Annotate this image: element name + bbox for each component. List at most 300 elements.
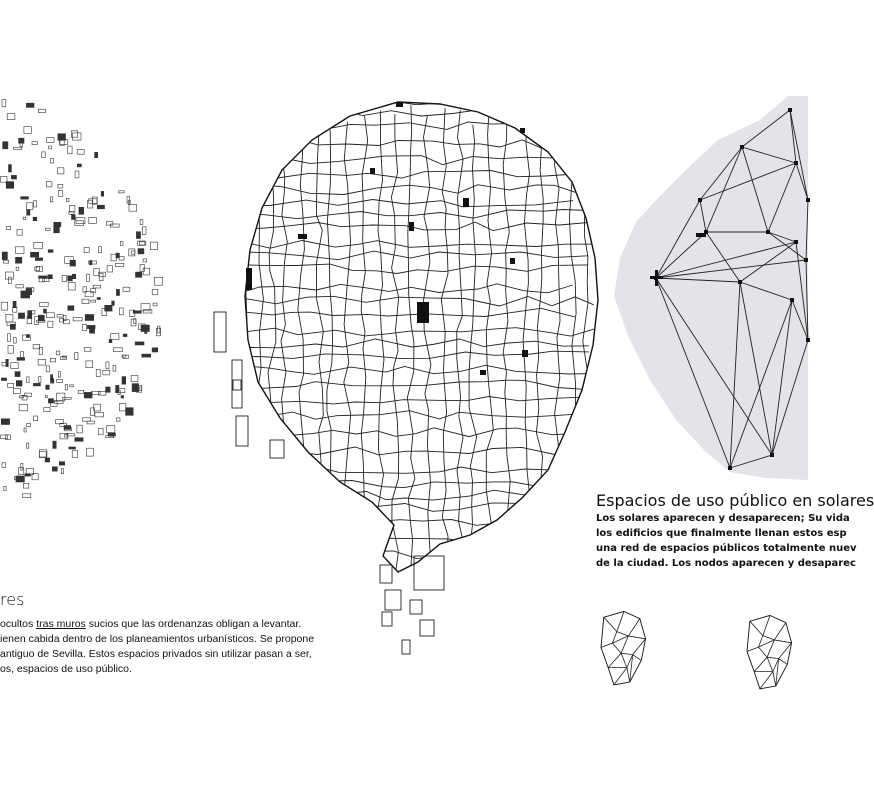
building-footprint xyxy=(16,381,22,387)
building-footprint xyxy=(111,254,116,261)
building-footprint xyxy=(113,348,122,352)
building-footprint xyxy=(85,315,94,321)
solar-block xyxy=(520,128,525,133)
network-node xyxy=(788,108,792,112)
building-footprint xyxy=(63,397,71,399)
building-footprint xyxy=(150,242,157,250)
small-network-edge xyxy=(779,659,788,665)
building-footprint xyxy=(123,287,130,291)
network-node xyxy=(738,280,742,284)
building-footprint xyxy=(101,191,104,196)
street-line xyxy=(407,105,415,600)
small-network-edge xyxy=(767,657,773,671)
building-footprint xyxy=(135,342,144,345)
building-footprint xyxy=(70,260,76,266)
building-footprint xyxy=(115,263,124,266)
small-network-edge xyxy=(604,617,617,631)
building-footprint xyxy=(1,378,6,381)
building-footprint xyxy=(50,159,53,163)
building-footprint xyxy=(45,228,50,230)
building-footprint xyxy=(26,203,33,210)
building-footprint xyxy=(46,366,49,372)
building-footprint xyxy=(16,257,22,263)
building-footprint xyxy=(136,232,140,239)
right-text-line: de la ciudad. Los nodos aparecen y desaparec xyxy=(596,558,856,569)
network-node xyxy=(766,230,770,234)
street-line xyxy=(240,308,575,317)
building-footprint xyxy=(21,352,24,358)
building-footprint xyxy=(53,441,56,448)
street-line xyxy=(391,114,398,591)
street-line xyxy=(240,567,585,574)
right-text-line: los edificios que finalmente llenan estos esp xyxy=(596,528,847,539)
small-network-edge xyxy=(640,619,646,639)
block-outline xyxy=(236,416,248,446)
building-footprint xyxy=(106,387,111,392)
network-node xyxy=(740,145,744,149)
solar-block xyxy=(246,268,252,290)
building-footprint xyxy=(99,272,106,276)
building-footprint xyxy=(3,142,8,149)
building-footprint xyxy=(1,302,8,310)
building-footprint xyxy=(119,256,124,260)
building-footprint xyxy=(152,289,158,295)
building-footprint xyxy=(58,168,64,174)
building-footprint xyxy=(89,217,97,223)
building-footprint xyxy=(17,358,25,361)
street-line xyxy=(569,111,576,578)
building-footprint xyxy=(132,384,139,392)
street-line xyxy=(240,411,597,420)
center-map-annex xyxy=(214,312,444,654)
street-line xyxy=(240,210,599,219)
small-network-edge xyxy=(617,632,629,636)
small-network-edge xyxy=(627,668,630,682)
building-footprint xyxy=(34,416,38,421)
small-network-edge xyxy=(773,672,776,686)
street-line xyxy=(240,284,573,293)
building-footprint xyxy=(11,363,18,369)
building-footprint xyxy=(72,451,78,458)
building-footprint xyxy=(45,458,50,462)
building-footprint xyxy=(112,301,115,305)
street-line xyxy=(281,123,287,605)
left-panel-title: res xyxy=(0,590,25,609)
small-network-edge xyxy=(612,643,621,653)
building-footprint xyxy=(21,463,23,470)
street-line xyxy=(361,116,368,587)
building-footprint xyxy=(6,226,11,229)
left-text-line: ienen cabida dentro de los planeamientos urbanísticos. Se propone xyxy=(0,633,315,645)
street-line xyxy=(240,351,589,358)
center-city-map xyxy=(214,96,600,654)
building-footprint xyxy=(24,428,26,432)
public-space-network xyxy=(614,96,810,480)
building-footprint xyxy=(8,346,14,354)
building-footprint xyxy=(26,335,29,338)
right-panel-title: Espacios de uso público en solares xyxy=(596,491,874,510)
right-text-line: una red de espacios públicos totalmente nuev xyxy=(596,543,857,554)
building-footprint xyxy=(91,300,96,302)
building-footprint xyxy=(40,302,49,306)
building-footprint xyxy=(62,275,66,281)
building-footprint xyxy=(6,314,13,322)
block-outline xyxy=(380,565,392,583)
network-node xyxy=(770,453,774,457)
street-line xyxy=(240,264,588,273)
small-network-edge xyxy=(617,611,624,631)
solar-block xyxy=(298,234,307,239)
building-footprint xyxy=(83,324,87,330)
small-network-edge xyxy=(621,653,633,654)
building-footprint xyxy=(122,377,126,385)
small-network-edge xyxy=(767,657,779,658)
street-line xyxy=(240,140,575,148)
building-footprint xyxy=(46,385,50,389)
building-footprint xyxy=(48,250,53,253)
left-panel-text xyxy=(0,617,314,677)
building-footprint xyxy=(39,450,47,457)
building-footprint xyxy=(16,267,19,270)
small-network-diagrams xyxy=(601,611,792,689)
street-line xyxy=(240,537,596,545)
solar-block xyxy=(510,258,515,264)
building-footprint xyxy=(88,200,93,208)
small-network-edge xyxy=(621,653,627,667)
building-footprint xyxy=(27,424,31,427)
cathedral-block xyxy=(417,302,429,323)
block-outline xyxy=(270,440,284,458)
building-footprint xyxy=(99,274,103,281)
building-footprint xyxy=(4,260,9,263)
building-footprint xyxy=(131,375,138,381)
building-footprint xyxy=(27,443,29,448)
building-footprint xyxy=(56,351,60,355)
small-network-edge xyxy=(763,636,775,640)
building-footprint xyxy=(116,418,120,421)
network-node xyxy=(728,466,732,470)
building-footprint xyxy=(139,387,141,391)
left-map-fragment xyxy=(1,100,163,498)
block-outline xyxy=(410,600,422,614)
building-footprint xyxy=(23,494,31,498)
small-network-edge xyxy=(628,636,645,639)
building-footprint xyxy=(68,283,75,291)
building-footprint xyxy=(77,164,81,167)
building-footprint xyxy=(2,463,6,468)
street-line xyxy=(240,222,588,231)
street-line xyxy=(583,109,590,582)
small-network-edge xyxy=(601,647,608,667)
small-network-edge xyxy=(614,668,627,685)
street-line xyxy=(240,447,591,455)
building-footprint xyxy=(119,308,123,315)
small-network-edge xyxy=(754,672,760,689)
building-footprint xyxy=(77,150,84,155)
building-footprint xyxy=(120,242,123,246)
building-footprint xyxy=(116,385,119,392)
street-line xyxy=(240,110,584,118)
building-footprint xyxy=(44,309,47,313)
building-footprint xyxy=(15,372,20,377)
block-outline xyxy=(402,640,410,654)
building-footprint xyxy=(35,258,42,261)
building-footprint xyxy=(57,315,63,317)
building-footprint xyxy=(108,433,115,436)
building-footprint xyxy=(123,355,128,358)
building-footprint xyxy=(38,359,46,365)
building-footprint xyxy=(152,348,158,352)
small-network-edge xyxy=(601,643,613,647)
building-footprint xyxy=(68,306,74,311)
building-footprint xyxy=(2,252,7,260)
small-network-edge xyxy=(763,615,770,635)
building-footprint xyxy=(143,310,152,313)
building-footprint xyxy=(121,396,124,398)
street-line xyxy=(240,339,589,348)
street-line xyxy=(327,130,333,585)
building-footprint xyxy=(19,396,23,398)
building-footprint xyxy=(42,152,46,157)
building-footprint xyxy=(6,359,8,366)
building-footprint xyxy=(136,272,142,277)
building-footprint xyxy=(66,198,69,201)
building-footprint xyxy=(75,438,83,442)
block-outline xyxy=(233,380,241,390)
building-footprint xyxy=(94,269,100,276)
building-footprint xyxy=(46,138,54,143)
building-footprint xyxy=(49,146,52,149)
street-line xyxy=(240,200,573,207)
building-footprint xyxy=(116,289,119,295)
building-footprint xyxy=(93,285,101,288)
building-footprint xyxy=(96,369,100,376)
right-text-line: Los solares aparecen y desaparecen; Su vida xyxy=(596,513,850,524)
building-footprint xyxy=(154,277,162,285)
small-network-edge xyxy=(608,668,614,685)
building-footprint xyxy=(79,207,84,214)
street-line xyxy=(240,549,594,559)
building-footprint xyxy=(54,226,60,233)
building-footprint xyxy=(131,251,135,254)
building-footprint xyxy=(16,285,23,288)
street-line xyxy=(240,251,588,260)
cross-node xyxy=(650,276,663,279)
street-line xyxy=(469,125,477,590)
building-footprint xyxy=(44,408,50,412)
building-footprint xyxy=(103,370,110,375)
building-footprint xyxy=(73,133,82,140)
building-footprint xyxy=(48,399,53,403)
building-footprint xyxy=(119,404,126,411)
building-footprint xyxy=(82,299,89,304)
street-line xyxy=(457,110,463,599)
building-footprint xyxy=(69,447,76,449)
building-footprint xyxy=(65,385,67,390)
building-footprint xyxy=(16,247,25,254)
building-footprint xyxy=(95,152,98,157)
building-footprint xyxy=(25,393,32,396)
block-outline xyxy=(382,612,392,626)
small-network-edge xyxy=(754,657,767,671)
building-footprint xyxy=(133,311,141,314)
block-outline xyxy=(385,590,401,610)
building-footprint xyxy=(143,259,147,262)
building-footprint xyxy=(33,383,40,386)
street-line xyxy=(344,122,352,589)
building-footprint xyxy=(97,298,100,300)
building-footprint xyxy=(39,276,47,278)
block-outline xyxy=(214,312,226,352)
building-footprint xyxy=(32,142,37,145)
street-line xyxy=(316,116,323,587)
small-network-edge xyxy=(747,647,759,651)
building-footprint xyxy=(111,334,119,340)
building-footprint xyxy=(9,165,12,172)
network-node xyxy=(804,258,808,262)
network-node xyxy=(790,298,794,302)
street-line xyxy=(240,464,592,473)
building-footprint xyxy=(87,274,90,282)
building-footprint xyxy=(33,345,40,349)
building-footprint xyxy=(1,435,8,439)
small-network-edge xyxy=(628,619,640,636)
building-footprint xyxy=(51,375,53,381)
building-footprint xyxy=(75,353,78,360)
left-text-line: antiguo de Sevilla. Estos espacios privados sin utilizar pasan a ser, xyxy=(0,648,312,660)
small-network-edge xyxy=(747,651,754,671)
building-footprint xyxy=(8,277,11,283)
small-network-edge xyxy=(608,653,621,667)
building-footprint xyxy=(158,326,160,333)
street-line xyxy=(240,490,589,500)
network-node xyxy=(806,198,810,202)
building-footprint xyxy=(50,197,52,202)
building-footprint xyxy=(27,377,30,383)
small-network-edge xyxy=(633,655,642,661)
street-line xyxy=(377,111,384,599)
building-footprint xyxy=(61,469,63,474)
building-footprint xyxy=(138,249,144,254)
building-footprint xyxy=(77,425,82,433)
building-footprint xyxy=(126,408,134,416)
solar-block xyxy=(522,350,528,357)
building-footprint xyxy=(28,311,32,319)
small-network-edge xyxy=(604,611,624,617)
building-footprint xyxy=(39,377,41,383)
right-panel-text xyxy=(596,511,857,571)
building-footprint xyxy=(95,413,104,417)
building-footprint xyxy=(142,227,146,235)
street-line xyxy=(240,171,576,179)
building-footprint xyxy=(33,217,37,221)
small-network-edge xyxy=(774,640,791,643)
building-footprint xyxy=(107,266,112,272)
solar-block xyxy=(480,370,486,375)
building-footprint xyxy=(13,388,20,393)
small-network-edge xyxy=(786,623,792,643)
building-footprint xyxy=(84,248,89,253)
building-footprint xyxy=(153,303,157,306)
street-line xyxy=(554,104,561,611)
building-footprint xyxy=(14,338,17,344)
building-footprint xyxy=(75,171,79,178)
building-footprint xyxy=(83,418,91,421)
building-footprint xyxy=(87,325,95,328)
building-footprint xyxy=(27,210,30,216)
building-footprint xyxy=(106,222,113,226)
small-network-edge xyxy=(758,647,767,657)
building-footprint xyxy=(72,274,75,279)
building-footprint xyxy=(45,396,47,398)
street-line xyxy=(240,517,567,525)
building-footprint xyxy=(129,205,137,212)
building-footprint xyxy=(7,114,15,120)
building-footprint xyxy=(86,448,93,456)
building-footprint xyxy=(52,467,57,471)
building-footprint xyxy=(84,348,91,352)
building-footprint xyxy=(129,249,135,256)
building-footprint xyxy=(68,146,72,154)
building-footprint xyxy=(86,361,93,368)
building-footprint xyxy=(11,175,16,179)
small-network-edge xyxy=(601,617,604,647)
building-footprint xyxy=(23,217,26,219)
network-node xyxy=(794,161,798,165)
left-text-line: os, espacios de uso público. xyxy=(0,663,132,675)
building-footprint xyxy=(6,182,14,189)
street-line xyxy=(240,185,581,195)
building-footprint xyxy=(84,392,92,398)
building-footprint xyxy=(35,267,40,271)
building-footprint xyxy=(58,372,60,378)
building-footprint xyxy=(140,220,143,225)
building-footprint xyxy=(21,197,29,199)
solar-block xyxy=(409,222,414,231)
building-footprint xyxy=(10,324,15,329)
building-footprint xyxy=(4,486,6,490)
building-footprint xyxy=(34,201,37,207)
street-line xyxy=(298,109,305,595)
building-footprint xyxy=(110,224,119,227)
street-line xyxy=(486,105,494,581)
building-footprint xyxy=(57,380,63,383)
building-footprint xyxy=(23,483,28,488)
small-network-edge xyxy=(760,672,773,689)
building-footprint xyxy=(105,305,112,311)
building-footprint xyxy=(109,339,112,342)
small-network-edge xyxy=(770,615,786,622)
building-footprint xyxy=(70,385,74,387)
building-footprint xyxy=(48,321,53,327)
building-footprint xyxy=(106,362,109,369)
building-footprint xyxy=(38,109,45,112)
network-node xyxy=(794,240,798,244)
building-footprint xyxy=(2,100,6,107)
small-network-edge xyxy=(774,623,786,640)
building-footprint xyxy=(18,313,24,319)
building-footprint xyxy=(25,474,31,476)
building-footprint xyxy=(13,147,21,149)
building-footprint xyxy=(99,428,104,434)
building-footprint xyxy=(78,390,84,393)
building-footprint xyxy=(17,229,22,235)
block-outline xyxy=(232,360,242,408)
network-node xyxy=(698,198,702,202)
building-footprint xyxy=(107,426,115,433)
building-footprint xyxy=(97,205,104,209)
building-footprint xyxy=(7,334,10,341)
